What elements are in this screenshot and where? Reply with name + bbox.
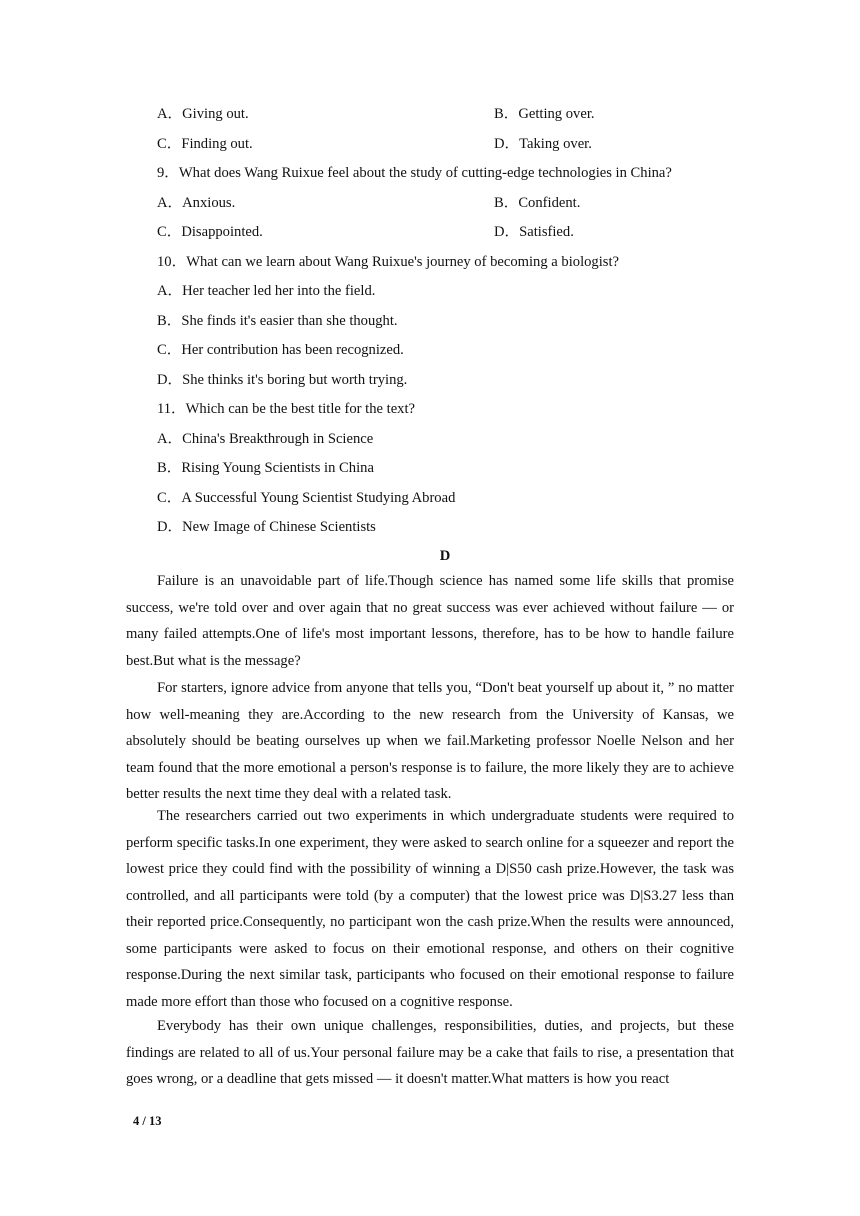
section-heading: D [439,548,451,564]
q11-option-d: D．New Image of Chinese Scientists [157,519,376,535]
q11-option-c: C．A Successful Young Scientist Studying Abroad [157,490,456,506]
q10-stem: 10．What can we learn about Wang Ruixue's journey of becoming a biologist? [157,254,619,270]
q8-option-b: B．Getting over. [494,106,595,122]
passage-paragraph-4: Everybody has their own unique challenges, responsibilities, duties, and projects, but these findings are related to all of us.Your personal failure may be a cake that fails to rise, a presentation that goes wrong, or a deadline that gets missed — it doesn't matter.What matters is how you react [126,1018,734,1087]
q8-option-c: C．Finding out. [157,136,253,152]
passage-paragraph-3: The researchers carried out two experiments in which undergraduate students were required to perform specific tasks.In one experiment, they were asked to search online for a squeezer and report the lowest price they could find with the possibility of winning a D|S50 cash prize.However, the task was controlled, and all participants were told (by a computer) that the lowest price was D|S3.27 less than their reported price.Consequently, no participant won the cash prize.When the results were announced, some participants were asked to focus on their emotional response, and others on their cognitive response.During the next similar task, participants who focused on their emotional response to failure made more effort than those who focused on a cognitive response. [126,808,734,1010]
passage-paragraph-2: For starters, ignore advice from anyone that tells you, “Don't beat yourself up about it, ” no matter how well-meaning they are.According to the new research from the University of Kansas, we absolutely should be beating ourselves up when we fail.Marketing professor Noelle Nelson and her team found that the more emotional a person's response is to failure, the more likely they are to achieve better results the next time they deal with a related task. [126,680,734,802]
q11-option-b: B．Rising Young Scientists in China [157,460,374,476]
q9-option-b: B．Confident. [494,195,581,211]
q11-option-a: A．China's Breakthrough in Science [157,431,374,447]
q10-option-c: C．Her contribution has been recognized. [157,342,404,358]
q9-option-c: C．Disappointed. [157,224,263,240]
q9-option-d: D．Satisfied. [494,224,574,240]
q10-option-d: D．She thinks it's boring but worth trying. [157,372,408,388]
q9-option-a: A．Anxious. [157,195,236,211]
q10-option-b: B．She finds it's easier than she thought. [157,313,398,329]
q8-option-d: D．Taking over. [494,136,592,152]
q11-stem: 11．Which can be the best title for the text? [157,401,415,417]
q9-stem: 9．What does Wang Ruixue feel about the study of cutting-edge technologies in China? [157,165,672,181]
q10-option-a: A．Her teacher led her into the field. [157,283,376,299]
page-number: 4 / 13 [133,1114,162,1128]
q8-option-a: A．Giving out. [157,106,249,122]
passage-paragraph-1: Failure is an unavoidable part of life.Though science has named some life skills that promise success, we're told over and over again that no great success was ever achieved without failure — or many failed attempts.One of life's most important lessons, therefore, has to be how to handle failure best.But what is the message? [126,573,734,669]
